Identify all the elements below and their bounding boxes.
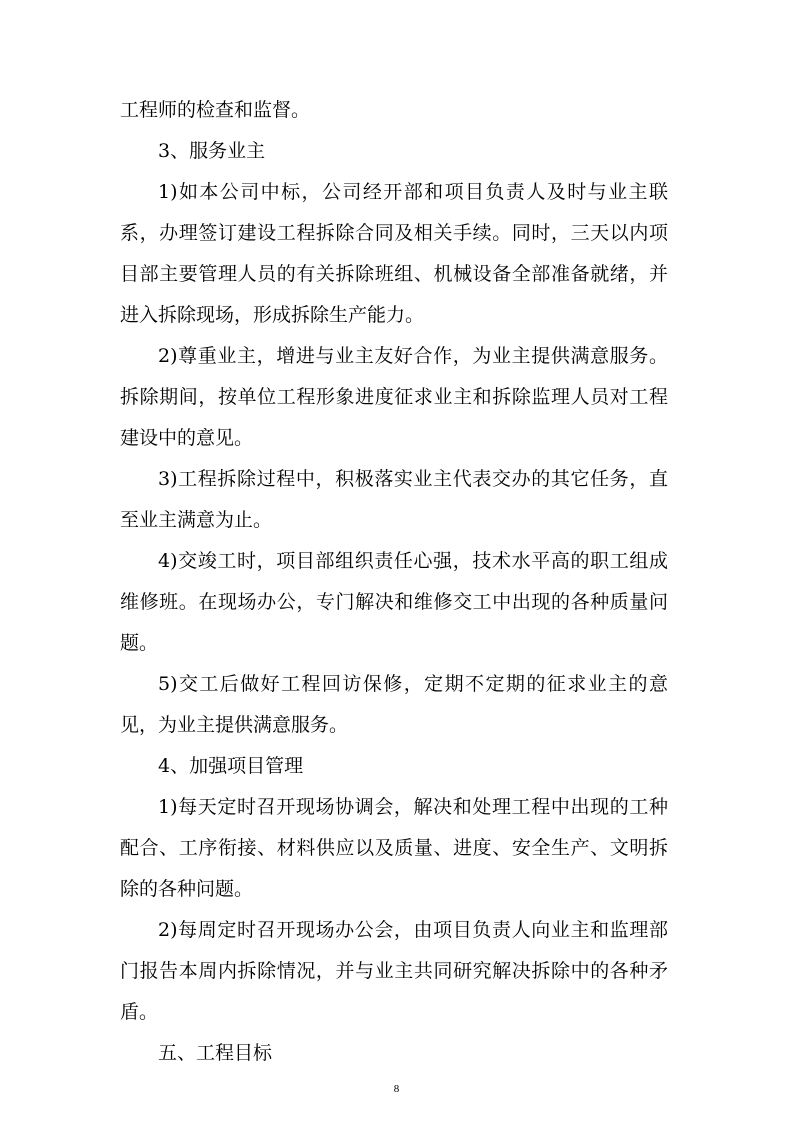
section-heading-service-owner: 3、服务业主 [158,140,266,162]
paragraph-item-2: 2)尊重业主，增进与业主友好合作，为业主提供满意服务。拆除期间，按单位工程形象进度征求业主和拆除监理人员对工程建设中的意见。 [120,345,668,449]
paragraph-item-4: 4)交竣工时，项目部组织责任心强，技术水平高的职工组成维修班。在现场办公，专门解决和维修交工中出现的各种质量问题。 [120,550,668,654]
paragraph-item-5: 5)交工后做好工程回访保修，定期不定期的征求业主的意见，为业主提供满意服务。 [120,673,668,736]
chapter-heading-project-goals: 五、工程目标 [158,1042,273,1064]
paragraph-item-2-management: 2)每周定时召开现场办公会，由项目负责人向业主和监理部门报告本周内拆除情况，并与业主共同研究解决拆除中的各种矛盾。 [120,919,668,1023]
paragraph-item-1: 1)如本公司中标，公司经开部和项目负责人及时与业主联系，办理签订建设工程拆除合同及相关手续。同时，三天以内项目部主要管理人员的有关拆除班组、机械设备全部准备就绪，并进入拆除现场，形成拆除生产能力。 [120,181,668,326]
paragraph-continuation: 工程师的检查和监督。 [120,99,311,121]
page-number: 8 [393,1083,400,1095]
section-heading-project-management: 4、加强项目管理 [158,755,304,777]
paragraph-item-3: 3)工程拆除过程中，积极落实业主代表交办的其它任务，直至业主满意为止。 [120,468,668,531]
body-text [120,90,668,1074]
paragraph-item-1-management: 1)每天定时召开现场协调会，解决和处理工程中出现的工种配合、工序衔接、材料供应以及质量、进度、安全生产、文明拆除的各种问题。 [120,796,668,900]
